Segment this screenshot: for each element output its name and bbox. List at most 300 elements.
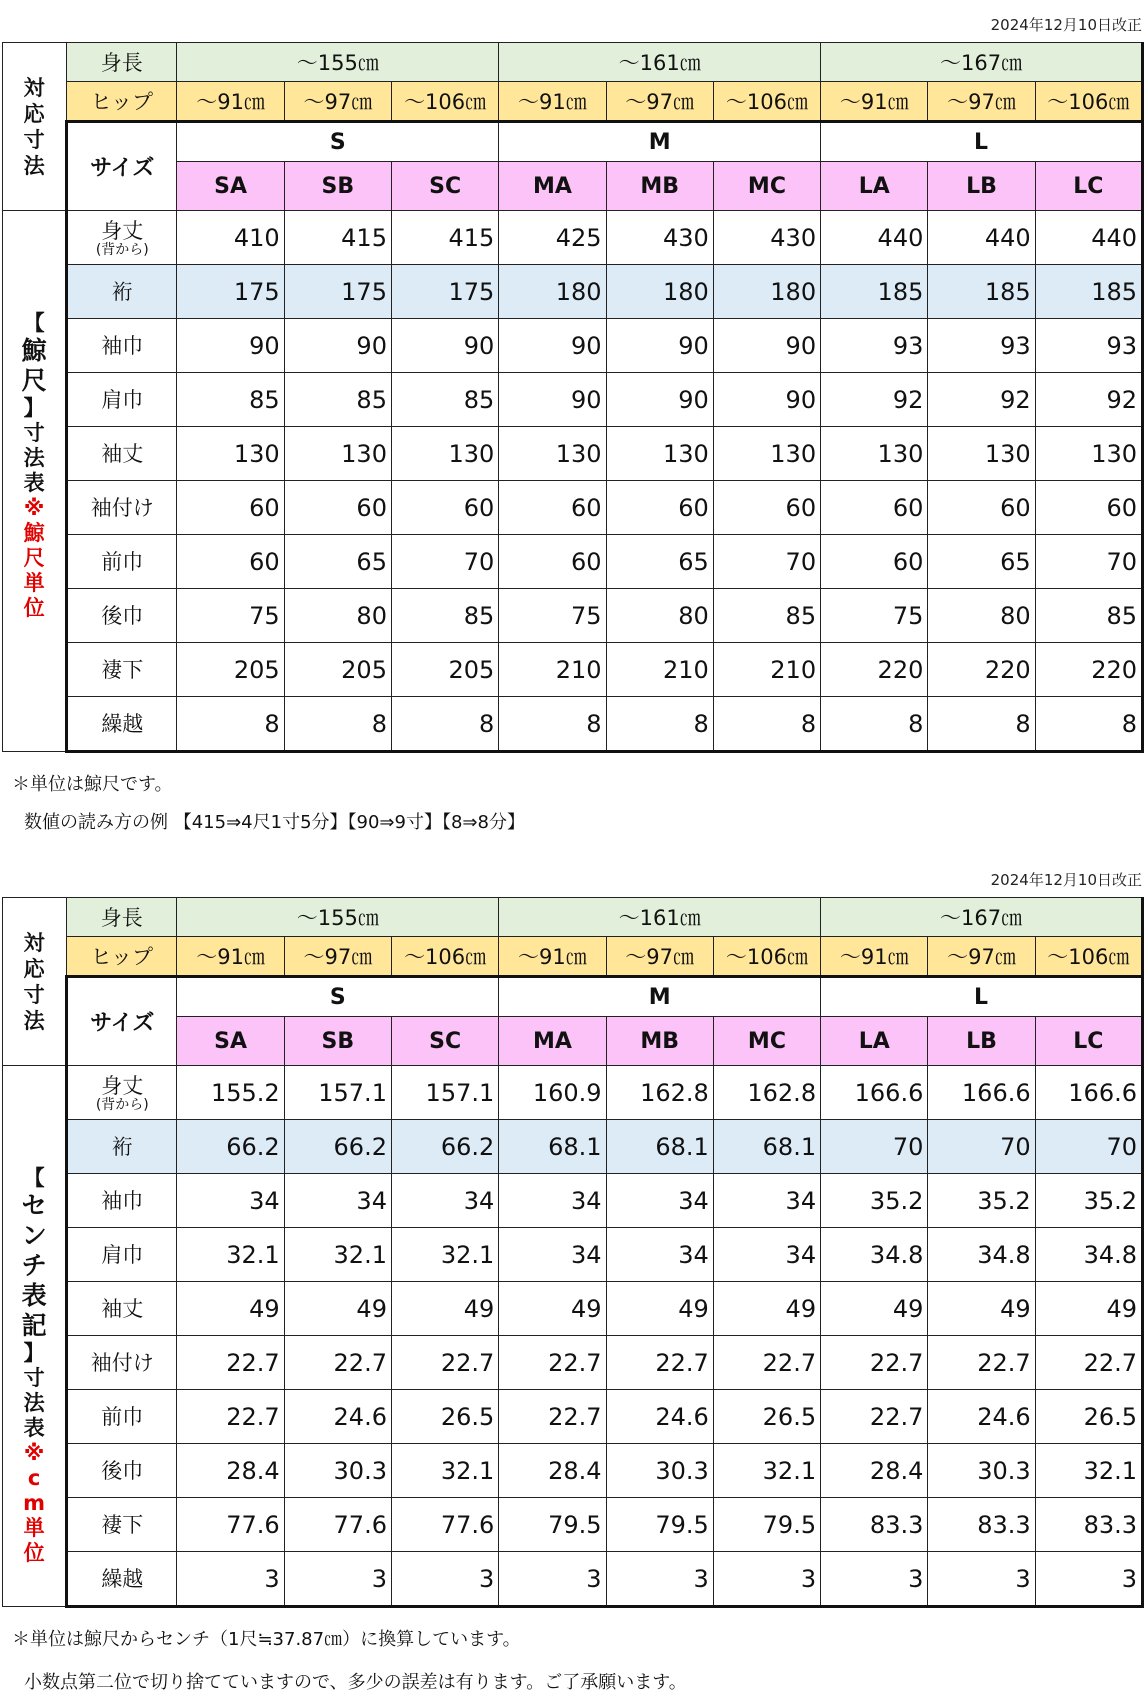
table-cell: 79.5 (606, 1498, 713, 1552)
table-cell: 22.7 (1035, 1336, 1142, 1390)
table-row (3, 697, 1143, 752)
table-cell: 66.2 (391, 1120, 498, 1174)
size-code: MB (606, 162, 713, 211)
table-cell: 90 (606, 373, 713, 427)
table-cell: 85 (391, 373, 498, 427)
table-cell: 34 (713, 1228, 820, 1282)
table-cell: 30.3 (928, 1444, 1035, 1498)
table-cell: 34 (713, 1174, 820, 1228)
table-cell: 220 (821, 643, 928, 697)
row-label (67, 1228, 177, 1282)
table-cell: 3 (1035, 1552, 1142, 1607)
side-label-corresponding-size (3, 898, 67, 1066)
row-label-text: 褄下 (101, 1512, 144, 1537)
row-label-subtext: (背から) (95, 241, 149, 258)
table-cell: 60 (499, 535, 606, 589)
table-cell: 130 (284, 427, 391, 481)
table-cell: 60 (606, 481, 713, 535)
table-cell: 130 (177, 427, 284, 481)
table-cell: 49 (1035, 1282, 1142, 1336)
table-cell: 180 (713, 265, 820, 319)
table-cell: 80 (284, 589, 391, 643)
side-title-char: ※ (23, 1441, 45, 1465)
side-char: 法 (23, 153, 45, 178)
table-cell: 180 (499, 265, 606, 319)
table-cell: 3 (928, 1552, 1035, 1607)
row-label-text: 袖丈 (101, 1296, 144, 1321)
table-cell: 35.2 (928, 1174, 1035, 1228)
side-label-table-title (3, 211, 67, 752)
table-cell: 85 (177, 373, 284, 427)
table-row (3, 481, 1143, 535)
hip-range: ～91㎝ (177, 82, 284, 122)
row-label-text: 裄 (111, 279, 133, 304)
row-label (67, 1390, 177, 1444)
size-code: SA (177, 1017, 284, 1066)
table-cell: 60 (177, 481, 284, 535)
table-cell: 66.2 (177, 1120, 284, 1174)
size-code: SC (391, 162, 498, 211)
table-cell: 425 (499, 211, 606, 265)
table-cell: 8 (177, 697, 284, 752)
row-label-text: 肩巾 (101, 387, 144, 412)
side-title-char: 表 (23, 471, 45, 495)
table-cell: 440 (1035, 211, 1142, 265)
table-cell: 30.3 (284, 1444, 391, 1498)
row-label (67, 1120, 177, 1174)
table-cell: 22.7 (713, 1336, 820, 1390)
table-cell: 79.5 (713, 1498, 820, 1552)
table-cell: 8 (284, 697, 391, 752)
table-cell: 130 (1035, 427, 1142, 481)
table-cell: 90 (713, 319, 820, 373)
table-cell: 66.2 (284, 1120, 391, 1174)
table-cell: 34.8 (821, 1228, 928, 1282)
table-cell: 175 (177, 265, 284, 319)
row-label-text: 身丈 (101, 218, 144, 243)
table-cell: 8 (391, 697, 498, 752)
footnote: ＊単位は鯨尺です。 (12, 774, 173, 795)
hip-range: ～97㎝ (284, 937, 391, 977)
height-range: ～155㎝ (177, 898, 499, 937)
table-cell: 60 (284, 481, 391, 535)
height-label: 身長 (67, 43, 177, 82)
table-row (3, 1120, 1143, 1174)
table-cell: 35.2 (1035, 1174, 1142, 1228)
row-label (67, 589, 177, 643)
side-title-char: 寸 (23, 421, 45, 445)
table-cell: 49 (713, 1282, 820, 1336)
table-cell: 30.3 (606, 1444, 713, 1498)
height-range: ～167㎝ (821, 43, 1143, 82)
side-title-char: 】 (23, 1341, 45, 1365)
row-label (67, 373, 177, 427)
row-label-text: 肩巾 (101, 1242, 144, 1267)
table-cell: 70 (391, 535, 498, 589)
table-cell: 60 (928, 481, 1035, 535)
hip-range: ～91㎝ (499, 937, 606, 977)
table-cell: 60 (499, 481, 606, 535)
side-title-char: ン (21, 1221, 47, 1250)
table-cell: 60 (713, 481, 820, 535)
row-label-text: 前巾 (101, 1404, 144, 1429)
row-label-text: 褄下 (101, 657, 144, 682)
table-cell: 34 (391, 1174, 498, 1228)
table-cell: 210 (713, 643, 820, 697)
table-cell: 3 (499, 1552, 606, 1607)
side-title-char: 鯨 (21, 336, 47, 365)
table-cell: 210 (606, 643, 713, 697)
table-cell: 90 (499, 373, 606, 427)
size-code: LC (1035, 162, 1142, 211)
row-label (67, 319, 177, 373)
table-cell: 22.7 (821, 1336, 928, 1390)
table-cell: 162.8 (713, 1066, 820, 1120)
hip-range: ～97㎝ (284, 82, 391, 122)
size-group: L (821, 122, 1143, 162)
row-label (67, 1174, 177, 1228)
table-cell: 22.7 (499, 1390, 606, 1444)
table-cell: 185 (821, 265, 928, 319)
table-cell: 160.9 (499, 1066, 606, 1120)
height-range: ～161㎝ (499, 898, 821, 937)
table-row (3, 1498, 1143, 1552)
table-cell: 175 (391, 265, 498, 319)
height-label: 身長 (67, 898, 177, 937)
side-char: 法 (23, 1008, 45, 1033)
table-cell: 75 (499, 589, 606, 643)
side-title-char: 表 (23, 1416, 45, 1440)
side-char: 応 (23, 101, 45, 126)
side-title-char: 【 (23, 311, 45, 335)
table-cell: 32.1 (177, 1228, 284, 1282)
table-cell: 77.6 (177, 1498, 284, 1552)
table-cell: 3 (284, 1552, 391, 1607)
table-cell: 185 (1035, 265, 1142, 319)
table-cell: 90 (391, 319, 498, 373)
table-cell: 22.7 (177, 1390, 284, 1444)
footnote: 小数点第二位で切り捨てていますので、多少の誤差は有ります。ご了承願います。 (24, 1672, 687, 1693)
hip-range: ～106㎝ (391, 82, 498, 122)
table-cell: 65 (606, 535, 713, 589)
table-cell: 130 (713, 427, 820, 481)
footnote: 数値の読み方の例 【415⇒4尺1寸5分】【90⇒9寸】【8⇒8分】 (24, 812, 525, 833)
table-cell: 32.1 (391, 1444, 498, 1498)
table-cell: 180 (606, 265, 713, 319)
table-cell: 22.7 (928, 1336, 1035, 1390)
table-cell: 92 (821, 373, 928, 427)
side-title-char: 位 (23, 596, 45, 620)
side-char: 対 (23, 75, 45, 100)
table-cell: 26.5 (391, 1390, 498, 1444)
table-cell: 440 (928, 211, 1035, 265)
table-cell: 22.7 (284, 1336, 391, 1390)
row-label (67, 1066, 177, 1120)
side-label-table-title (3, 1066, 67, 1607)
side-title-char: 】 (23, 396, 45, 420)
table-cell: 75 (821, 589, 928, 643)
hip-range: ～97㎝ (606, 82, 713, 122)
revision-date: 2024年12月10日改正 (990, 871, 1142, 889)
side-title-char: 【 (23, 1166, 45, 1190)
table-cell: 26.5 (713, 1390, 820, 1444)
table-cell: 35.2 (821, 1174, 928, 1228)
row-label-text: 繰越 (101, 1566, 144, 1591)
hip-range: ～97㎝ (928, 82, 1035, 122)
table-cell: 83.3 (821, 1498, 928, 1552)
table-cell: 83.3 (928, 1498, 1035, 1552)
side-title-char: 尺 (23, 546, 45, 570)
table-cell: 440 (821, 211, 928, 265)
table-cell: 34 (177, 1174, 284, 1228)
table-row (3, 1552, 1143, 1607)
table-cell: 8 (1035, 697, 1142, 752)
row-label-text: 前巾 (101, 549, 144, 574)
hip-label: ヒップ (67, 82, 177, 122)
table-cell: 8 (606, 697, 713, 752)
table-row (3, 1390, 1143, 1444)
size-code: LB (928, 162, 1035, 211)
table-cell: 60 (821, 481, 928, 535)
table-cell: 205 (391, 643, 498, 697)
size-code: MA (499, 1017, 606, 1066)
table-cell: 430 (606, 211, 713, 265)
table-cell: 410 (177, 211, 284, 265)
table-cell: 70 (1035, 535, 1142, 589)
row-label (67, 535, 177, 589)
table-cell: 93 (1035, 319, 1142, 373)
table-cell: 24.6 (606, 1390, 713, 1444)
table-row (3, 589, 1143, 643)
table-cell: 68.1 (606, 1120, 713, 1174)
table-row (3, 1282, 1143, 1336)
table-cell: 3 (606, 1552, 713, 1607)
table-cell: 205 (284, 643, 391, 697)
side-title-char: 寸 (23, 1366, 45, 1390)
table-cell: 75 (177, 589, 284, 643)
table-cell: 34.8 (928, 1228, 1035, 1282)
hip-label: ヒップ (67, 937, 177, 977)
table-cell: 22.7 (499, 1336, 606, 1390)
size-group: S (177, 122, 499, 162)
hip-range: ～97㎝ (606, 937, 713, 977)
row-label-text: 袖丈 (101, 441, 144, 466)
hip-range: ～97㎝ (928, 937, 1035, 977)
size-group: L (821, 977, 1143, 1017)
table-cell: 49 (391, 1282, 498, 1336)
table-cell: 8 (928, 697, 1035, 752)
row-label (67, 697, 177, 752)
size-code: SC (391, 1017, 498, 1066)
size-code: MC (713, 162, 820, 211)
table-cell: 65 (284, 535, 391, 589)
table-cell: 85 (1035, 589, 1142, 643)
size-group: M (499, 122, 821, 162)
size-table (2, 897, 1144, 1608)
row-label (67, 1336, 177, 1390)
side-title-char: セ (21, 1191, 47, 1220)
table-cell: 166.6 (928, 1066, 1035, 1120)
revision-date: 2024年12月10日改正 (990, 16, 1142, 34)
table-cell: 49 (284, 1282, 391, 1336)
table-cell: 70 (821, 1120, 928, 1174)
table-cell: 85 (284, 373, 391, 427)
table-cell: 3 (821, 1552, 928, 1607)
side-title-char: 法 (23, 1391, 45, 1415)
row-label (67, 211, 177, 265)
table-cell: 24.6 (284, 1390, 391, 1444)
table-row (3, 1444, 1143, 1498)
table-cell: 166.6 (1035, 1066, 1142, 1120)
size-code: MC (713, 1017, 820, 1066)
hip-range: ～106㎝ (713, 937, 820, 977)
table-cell: 22.7 (821, 1390, 928, 1444)
table-cell: 210 (499, 643, 606, 697)
table-cell: 49 (606, 1282, 713, 1336)
row-label-text: 袖巾 (101, 1188, 144, 1213)
table-cell: 430 (713, 211, 820, 265)
row-label-text: 袖巾 (101, 333, 144, 358)
table-cell: 85 (713, 589, 820, 643)
size-table (2, 42, 1144, 753)
table-cell: 60 (1035, 481, 1142, 535)
size-label: サイズ (67, 977, 177, 1066)
size-code: SB (284, 1017, 391, 1066)
table-cell: 70 (713, 535, 820, 589)
table-cell: 34 (499, 1228, 606, 1282)
table-cell: 220 (928, 643, 1035, 697)
hip-range: ～106㎝ (391, 937, 498, 977)
table-cell: 162.8 (606, 1066, 713, 1120)
table-cell: 60 (177, 535, 284, 589)
table-row (3, 643, 1143, 697)
table-row (3, 427, 1143, 481)
table-cell: 22.7 (391, 1336, 498, 1390)
table-row (3, 265, 1143, 319)
hip-range: ～106㎝ (713, 82, 820, 122)
size-code: SB (284, 162, 391, 211)
table-cell: 80 (606, 589, 713, 643)
row-label-text: 身丈 (101, 1073, 144, 1098)
table-cell: 92 (928, 373, 1035, 427)
table-cell: 205 (177, 643, 284, 697)
size-code: SA (177, 162, 284, 211)
table-cell: 157.1 (391, 1066, 498, 1120)
table-cell: 93 (821, 319, 928, 373)
side-title-char: c (27, 1466, 41, 1490)
table-row (3, 319, 1143, 373)
table-cell: 157.1 (284, 1066, 391, 1120)
side-char: 寸 (23, 127, 45, 152)
table-cell: 93 (928, 319, 1035, 373)
table-row (3, 1228, 1143, 1282)
table-cell: 65 (928, 535, 1035, 589)
row-label-text: 袖付け (90, 495, 154, 520)
table-cell: 60 (821, 535, 928, 589)
table-cell: 3 (177, 1552, 284, 1607)
hip-range: ～91㎝ (821, 937, 928, 977)
side-label-corresponding-size (3, 43, 67, 211)
hip-range: ～106㎝ (1035, 82, 1142, 122)
side-title-char: 単 (23, 571, 45, 595)
table-cell: 130 (606, 427, 713, 481)
table-cell: 130 (821, 427, 928, 481)
table-cell: 28.4 (177, 1444, 284, 1498)
table-cell: 32.1 (1035, 1444, 1142, 1498)
table-cell: 68.1 (713, 1120, 820, 1174)
hip-range: ～91㎝ (821, 82, 928, 122)
table-row (3, 535, 1143, 589)
size-code: LC (1035, 1017, 1142, 1066)
table-cell: 79.5 (499, 1498, 606, 1552)
side-title-char: 表 (21, 1281, 47, 1310)
table-cell: 49 (499, 1282, 606, 1336)
table-cell: 90 (499, 319, 606, 373)
table-cell: 90 (606, 319, 713, 373)
table-cell: 32.1 (391, 1228, 498, 1282)
row-label-text: 袖付け (90, 1350, 154, 1375)
table-cell: 24.6 (928, 1390, 1035, 1444)
row-label (67, 427, 177, 481)
row-label-text: 裄 (111, 1134, 133, 1159)
table-cell: 77.6 (391, 1498, 498, 1552)
size-code: MB (606, 1017, 713, 1066)
table-cell: 32.1 (284, 1228, 391, 1282)
table-cell: 220 (1035, 643, 1142, 697)
table-cell: 166.6 (821, 1066, 928, 1120)
table-cell: 68.1 (499, 1120, 606, 1174)
table-cell: 130 (391, 427, 498, 481)
side-title-char: 位 (23, 1541, 45, 1565)
height-range: ～155㎝ (177, 43, 499, 82)
row-label (67, 1444, 177, 1498)
side-title-char: チ (21, 1251, 47, 1280)
table-cell: 415 (284, 211, 391, 265)
table-cell: 415 (391, 211, 498, 265)
table-row (3, 1336, 1143, 1390)
size-code: LB (928, 1017, 1035, 1066)
table-row (3, 1066, 1143, 1120)
table-cell: 22.7 (177, 1336, 284, 1390)
side-title-char: 尺 (21, 366, 47, 395)
table-cell: 90 (713, 373, 820, 427)
size-code: MA (499, 162, 606, 211)
table-cell: 70 (1035, 1120, 1142, 1174)
table-cell: 8 (713, 697, 820, 752)
table-cell: 77.6 (284, 1498, 391, 1552)
table-cell: 83.3 (1035, 1498, 1142, 1552)
row-label (67, 1552, 177, 1607)
table-cell: 34 (284, 1174, 391, 1228)
table-cell: 49 (177, 1282, 284, 1336)
table-cell: 92 (1035, 373, 1142, 427)
hip-range: ～106㎝ (1035, 937, 1142, 977)
table-cell: 26.5 (1035, 1390, 1142, 1444)
table-cell: 8 (821, 697, 928, 752)
side-title-char: m (23, 1491, 46, 1515)
hip-range: ～91㎝ (499, 82, 606, 122)
size-code: LA (821, 1017, 928, 1066)
side-title-char: ※ (23, 496, 45, 520)
row-label (67, 265, 177, 319)
side-char: 対 (23, 930, 45, 955)
row-label (67, 643, 177, 697)
table-cell: 34 (606, 1228, 713, 1282)
table-cell: 175 (284, 265, 391, 319)
table-cell: 155.2 (177, 1066, 284, 1120)
table-row (3, 211, 1143, 265)
row-label (67, 481, 177, 535)
